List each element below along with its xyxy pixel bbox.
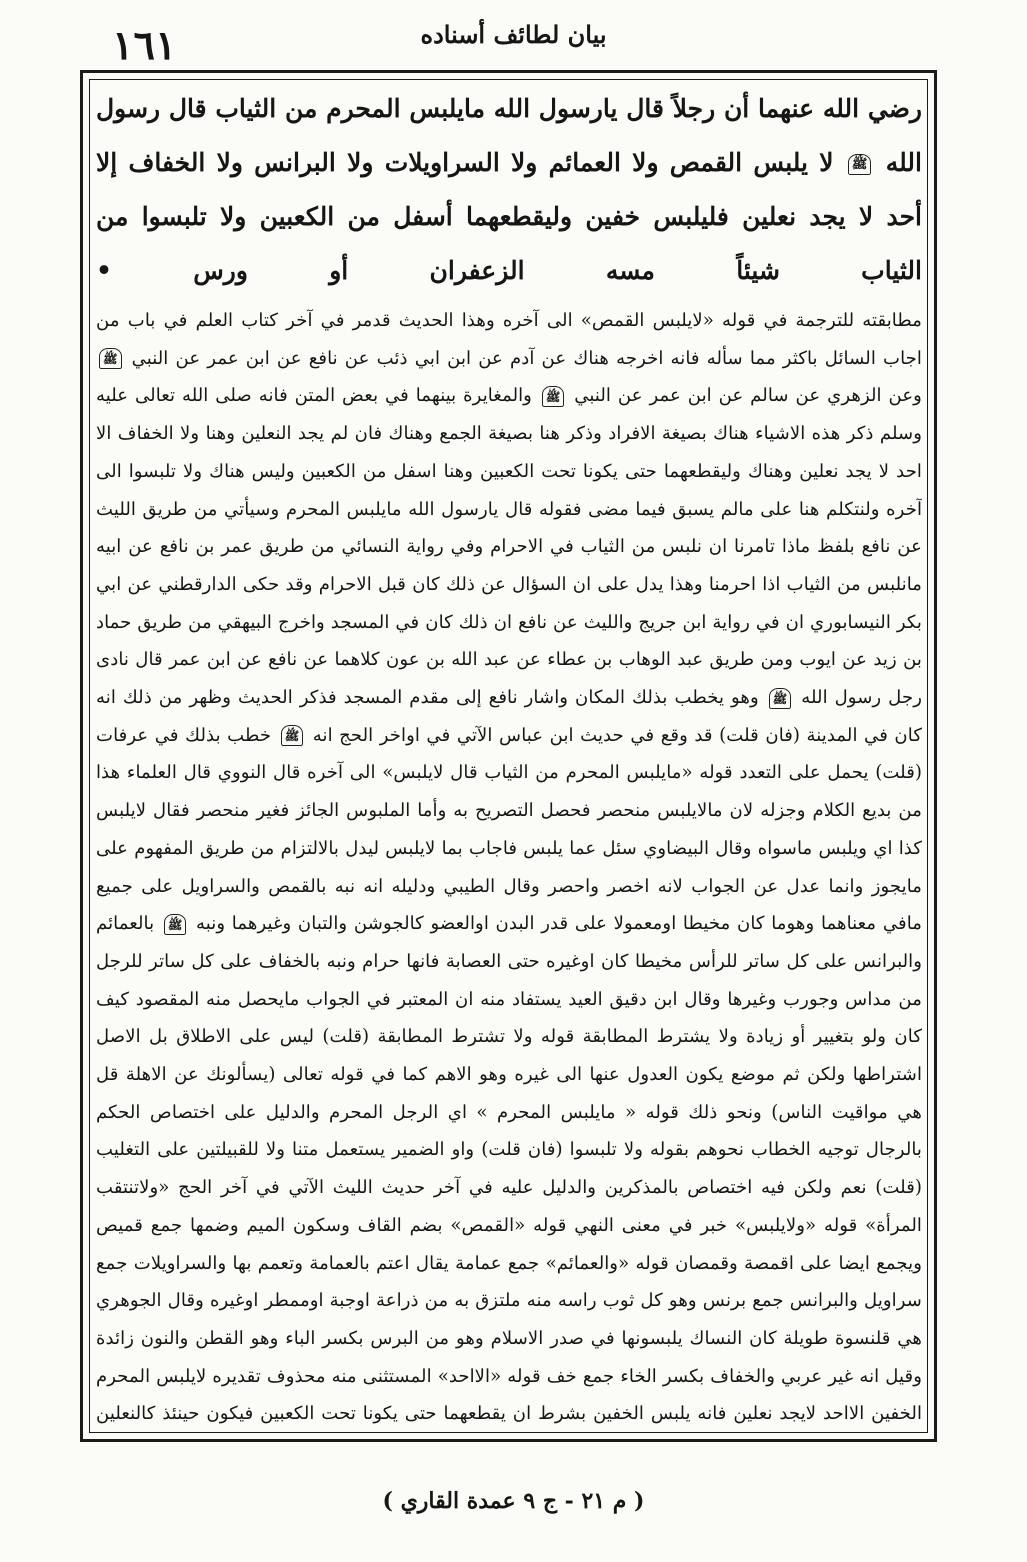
page-number: ١٦١ (112, 22, 177, 69)
commentary-part-3: والمغايرة بينهما في بعض المتن فانه صلى الله تعالى عليه وسلم ذكر هذه الاشياء هناك بصيغة الافراد وذكر هنا بصيغة الجمع وهناك فان لم يجد النعلين وهنا ولا الخفاف الا احد لا يجد نعلين وهناك وليقطعهما حتى يكونا تحت الكعبين وهنا اسفل من الكعبين وليس هناك ولا تلبسوا الى آخره ولنتكلم هنا على مالم يسبق فيما مضى فقوله قال يارسول الله مايلبس المحرم وسيأتي من طريق الليث عن نافع بلفظ ماذا تامرنا ان نلبس من الثياب في الاحرام وفي رواية النسائي من طريق عمر بن نافع عن ابيه مانلبس من الثياب اذا احرمنا وهذا يدل على ان السؤال عن ذلك كان قبل الاحرام وقد حكى الدارقطني عن ابي بكر النيسابوري ان في رواية ابن جريج والليث عن نافع ان ذلك كان في المسجد واخرج البيهقي من طريق حماد بن زيد عن ايوب ومن طريق عبد الوهاب بن عطاء عن عبد الله بن عون كلاهما عن نافع عن ابن عمر قال نادى رجل رسول الله (96, 385, 922, 709)
commentary-part-5: خطب بذلك في عرفات (قلت) يحمل على التعدد قوله «مايلبس المحرم من الثياب قال لايلبس» الى آخره قال النووي قال العلماء هذا من بديع الكلام وجزله لان مالايلبس منحصر فحصل التصريح به وأما الملبوس الجائز فغير منحصر فقال لايلبس كذا اي ويلبس ماسواه وقال البيضاوي سئل عما يلبس فاجاب بما لايلبس ليدل بالالتزام من طريق المفهوم على مايجوز وانما عدل عن الجواب لانه اخصر واحصر وقال الطيبي ودليله انه نبه بالقمص والسراويل على جميع مافي معناهما وهوما كان مخيطا اومعمولا على قدر البدن اوالعضو كالجوشن والتبان وغيرهما ونبه (96, 724, 922, 935)
hadith-part-2: لا يلبس القمص ولا العمائم ولا السراويلات ولا البرانس ولا الخفاف إلا أحد لا يجد نعلين فليلبس خفين وليقطعهما أسفل من الكعبين ولا تلبسوا من الثياب شيئاً مسه الزعفران أو ورس • (96, 148, 922, 285)
signature-line: ( م ٢١ - ج ٩ عمدة القاري ) (382, 1488, 645, 1514)
page-body (96, 82, 922, 1434)
hadith-text (96, 82, 922, 298)
hadith-part-1: رضي الله عنهما أن رجلاً قال يارسول الله مايلبس المحرم من الثياب قال رسول الله (96, 94, 922, 177)
salawat-glyph: ﷺ (769, 688, 792, 709)
commentary-part-2: وعن الزهري عن سالم عن ابن عمر عن النبي (574, 385, 922, 407)
running-title: بيان لطائف أسناده (420, 20, 607, 49)
salawat-glyph: ﷺ (542, 386, 565, 407)
salawat-glyph: ﷺ (99, 348, 122, 369)
commentary-part-1: مطابقته للترجمة في قوله «لايلبس القمص» الى آخره وهذا الحديث قدمر في آخر كتاب العلم في باب من اجاب السائل باكثر مما سأله فانه اخرجه هناك عن آدم عن ابن ابي ذئب عن نافع عن ابن عمر عن النبي (96, 310, 922, 369)
commentary-text (96, 302, 922, 1434)
salawat-glyph: ﷺ (281, 725, 304, 746)
page-header (0, 0, 1027, 76)
commentary-part-4: وهو يخطب بذلك المكان واشار نافع إلى مقدم المسجد فذكر الحديث وظهر من ذلك انه كان في المدينة (فان قلت) قد وقع في حديث ابن عباس الآتي في اواخر الحج انه (96, 687, 922, 746)
commentary-part-6: بالعمائم والبرانس على كل ساتر للرأس مخيطا كان اوغيره حتى العصابة فانها حرام ونبه بالخفاف على كل ساتر للرجل من مداس وجورب وغيرها وقال ابن دقيق العيد يستفاد منه ان المعتبر في الجواب مايحصل منه المقصود كيف كان ولو بتغيير أو زيادة ولا يشترط المطابقة قوله ولا تشترط المطابقة (قلت) ليس على الاطلاق بل الاصل اشتراطها ولكن ثم موضع يكون العدول عنها الى غيره وهو الاهم كما في قوله تعالى (يسألونك عن الاهلة قل هي مواقيت الناس) ونحو ذلك قوله « مايلبس المحرم » اي الرجل المحرم والدليل على اختصاص الحكم بالرجال توجيه الخطاب نحوهم بقوله ولا تلبسوا (فان قلت) واو الضمير يستعمل متنا ولا للقبيلتين على التغليب (قلت) نعم ولكن فيه اختصاص بالمذكرين والدليل عليه في آخر حديث الليث الآتي في آخر الحج «ولاتنتقب المرأة» قوله «ولايلبس» خبر في معنى النهي قوله «القمص» بضم القاف وسكون الميم وضمها جمع قميص ويجمع ايضا على اقمصة وقمصان قوله «والعمائم» جمع عمامة يقال اعتم بالعمامة وتعمم بها والسراويلات جمع سراويل والبرانس جمع برنس وهو كل ثوب راسه منه ملتزق به من ذراعة اوجبة اوممطر اوغيره وقال الجوهري هي قلنسوة طويلة كان النساك يلبسونها في صدر الاسلام وهو من البرس بكسر الباء وهو القطن والنون زائدة وقيل انه غير عربي والخفاف بكسر الخاء جمع خف قوله «الااحد» المستثنى منه محذوف تقديره لايلبس المحرم الخفين الااحد لايجد نعلين فانه يلبس الخفين بشرط ان يقطعهما حتى يكونا تحت الكعبين فيكون حينئذ كالنعلين (96, 913, 922, 1425)
salawat-glyph: ﷺ (164, 914, 187, 935)
salawat-glyph: ﷺ (848, 154, 872, 175)
